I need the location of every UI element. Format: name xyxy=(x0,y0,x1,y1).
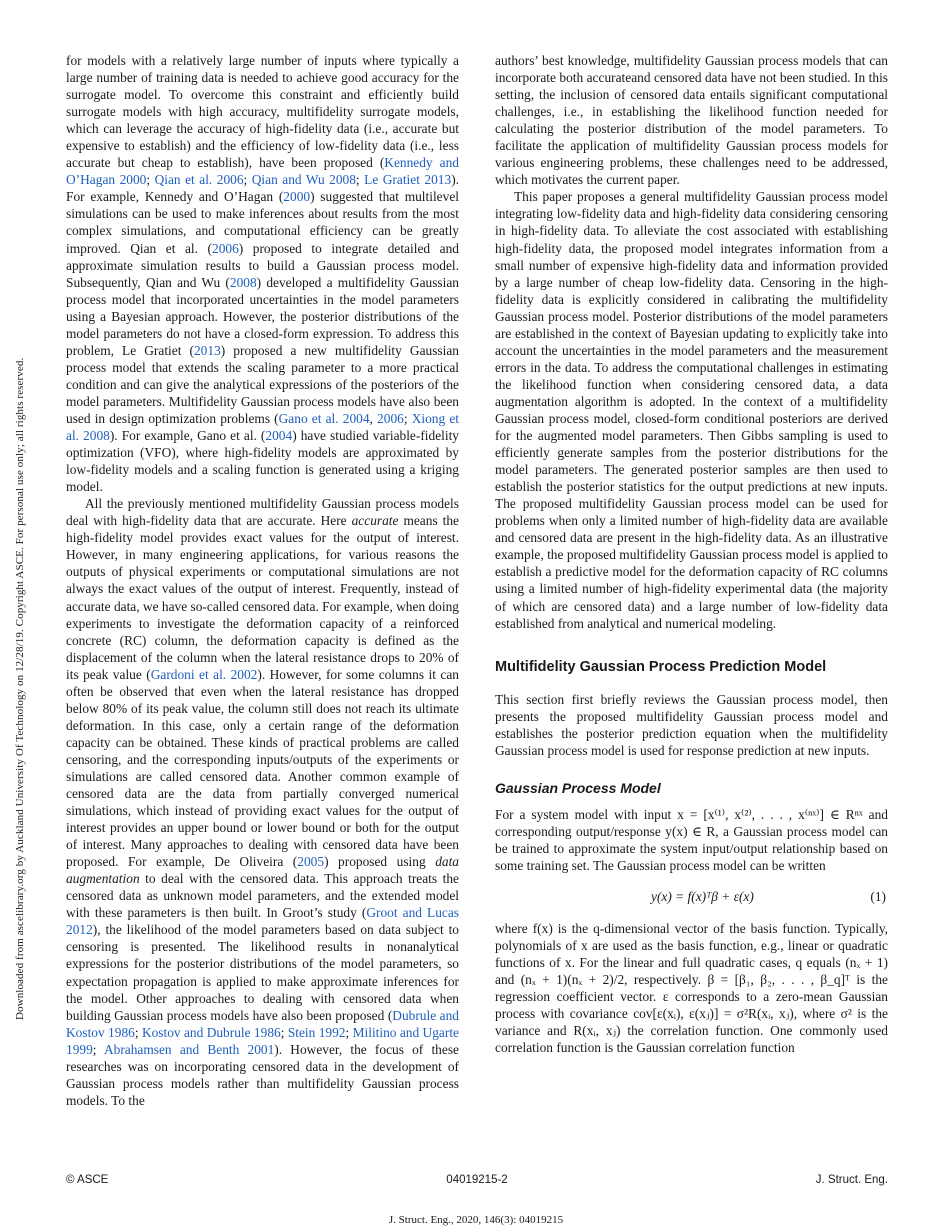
footer-copyright: © ASCE xyxy=(66,1174,109,1186)
citation-link[interactable]: Kostov and Dubrule 1986 xyxy=(141,1024,281,1040)
citation-link[interactable]: Abrahamsen and Benth 2001 xyxy=(103,1041,275,1057)
paragraph: authors’ best knowledge, multifidelity Gaussian process models that can incorporate both accurateand censored data have not been studied. In this setting, the inclusion of censored data entails significant computational challenges, i.e., in establishing the likelihood function needed for calculating the posterior distribution of the model parameters. To facilitate the application of multifidelity Gaussian process models for various engineering problems, these challenges need to be addressed, which motivates the current paper. xyxy=(495,53,888,188)
left-column xyxy=(66,52,459,1109)
citation-link[interactable]: Le Gratiet 2013 xyxy=(364,172,452,188)
citation-link[interactable]: 2000 xyxy=(283,189,311,205)
paragraph: where f(x) is the q-dimensional vector of the basis function. Typically, polynomials of x are used as the basis function, e.g., linear or quadratic functions of x. For the linear and full quadratic cases, q equals (nₓ + 1) and (nₓ + 1)(nₓ + 2)/2, respectively. β = [β₁, β₂, . . . , β_q]ᵀ is the regression coefficient vector. ε corresponds to a zero-mean Gaussian process with covariance cov[ε(xᵢ), ε(xⱼ)] = σ²R(xᵢ, xⱼ), where σ² is the variance and R(xᵢ, xⱼ) the correlation function. One commonly used correlation function is the Gaussian correlation function xyxy=(495,920,888,1056)
equation-body: y(x) = f(x)ᵀβ + ε(x) xyxy=(651,888,754,904)
equation-number: (1) xyxy=(870,888,886,904)
citation-link[interactable]: Militino and Ugarte 1999 xyxy=(66,1024,459,1057)
download-watermark xyxy=(2,40,26,1040)
citation-link[interactable]: Kennedy and O’Hagan 2000 xyxy=(66,155,459,188)
citation-link[interactable]: 2005 xyxy=(297,854,325,870)
citation-link[interactable]: Qian and Wu 2008 xyxy=(251,172,356,188)
section-heading: Multifidelity Gaussian Process Prediction Model xyxy=(495,658,827,675)
subsection-heading: Gaussian Process Model xyxy=(495,779,661,796)
citation-link[interactable]: Xiong et al. 2008 xyxy=(66,410,459,444)
citation-link[interactable]: 2006 xyxy=(377,410,404,426)
footer-page-number: 04019215-2 xyxy=(446,1174,508,1186)
citation-link[interactable]: Gano et al. 2004 xyxy=(278,410,370,426)
paragraph: This section first briefly reviews the Gaussian process model, then presents the proposed multifidelity Gaussian process model and establishes the posterior prediction equation when the multifidelity Gaussian process model is used for response prediction at new inputs. xyxy=(495,691,888,758)
citation-link[interactable]: Qian et al. 2006 xyxy=(154,172,244,188)
citation-link[interactable]: Gardoni et al. 2002 xyxy=(150,666,258,682)
citation-link[interactable]: 2004 xyxy=(265,428,293,444)
right-column xyxy=(495,52,888,1056)
footer-journal: J. Struct. Eng. xyxy=(815,1174,888,1186)
download-watermark-text: Downloaded from ascelibrary.org by Auckland University Of Technology on 12/28/19. Copyright ASCE. For personal use only; all rights reserved. xyxy=(14,357,26,1020)
equation-1 xyxy=(495,884,888,910)
paragraph: This paper proposes a general multifidelity Gaussian process model integrating low-fidelity data and high-fidelity data considering censoring in high-fidelity data. To alleviate the cost associated with establishing high-fidelity data, the proposed model integrates information from a small number of expensive high-fidelity data and information provided by a large number of cheap low-fidelity data. Censoring in the high-fidelity data is explicitly considered in calibrating the multifidelity Gaussian process model. Posterior distributions of the model parameters are established in the context of Bayesian updating to explicitly take into account the uncertainties in the model parameters and the measurement errors in the data. To address the computational challenges in estimating the likelihood function when considering censored data, a data augmentation algorithm is adopted. In the context of a multifidelity Gaussian process model, closed-form conditional posteriors are derived for the augmented model parameters. Then Gibbs sampling is used to efficiently generate samples from the posterior distributions for the model parameters. The generated posterior samples are then used to establish the posterior statistics for the output predictions at new inputs. The proposed multifidelity Gaussian process model can be used for problems when only a limited number of high-fidelity data are available and censored data are present in the high-fidelity data. As an illustrative example, the proposed multifidelity Gaussian process model is applied to establish a predictive model for the deformation capacity of RC columns using a limited number of high-fidelity experimental data (the majority of which are censored data) and a large number of low-fidelity data established from analytical and numerical modeling. xyxy=(495,189,888,631)
citation-link[interactable]: 2013 xyxy=(193,342,221,358)
paragraph: For a system model with input x = [x⁽¹⁾, x⁽²⁾, . . . , x⁽ⁿˣ⁾] ∈ Rⁿˣ and corresponding output/response y(x) ∈ R, a Gaussian process model can be trained to approximate the system input/output relationship based on some training set. The Gaussian process model can be written xyxy=(495,806,888,873)
paragraph: All the previously mentioned multifidelity Gaussian process models deal with high-fidelity data that are accurate. Here accurate means the high-fidelity model provides exact values for the output of interest. However, in many engineering applications, for various reasons the outputs of physical experiments or computational simulations are not always the exact values of the output of interest. Frequently, instead of accurate data, we have so-called censored data. For example, when doing experiments to investigate the deformation capacity of a reinforced concrete (RC) column, the deformation capacity is defined as the displacement of the column when the lateral resistance drops to 20% of its peak value (Gardoni et al. 2002). However, for some columns it can often be observed that even when the lateral resistance has dropped below 80% of its peak value, the column still does not reach its ultimate deformation. In this case, only a certain range of the deformation capacity can be obtained. These kinds of practical problems are called censoring, and the corresponding inputs/outputs of the experiments or simulations are called censored data. Another common example of censored data are the data from partially converged numerical simulations, which instead of providing exact values for the output of interest provides an upper bound or lower bound or both for the output of interest. Many approaches to dealing with censored data have been proposed. For example, De Oliveira (2005) proposed using data augmentation to deal with the censored data. This approach treats the censored data as unknown model parameters, and the extended model with these parameters is then built. In Groot’s study (Groot and Lucas 2012), the likelihood of the model parameters based on data subject to censoring is presented. The likelihood results in nonanalytical expressions for the posterior distributions of the model parameters, so expectation propagation is applied to make approximate inferences for the model. Other approaches to dealing with censored data when building Gaussian process models have also been proposed (Dubrule and Kostov 1986; Kostov and Dubrule 1986; Stein 1992; Militino and Ugarte 1999; Abrahamsen and Benth 2001). However, the focus of these researches was on incorporating censored data in the development of Gaussian process models rather than multifidelity Gaussian process models. To the xyxy=(66,496,460,1108)
citation-link[interactable]: 2006 xyxy=(212,240,239,256)
page-footer xyxy=(66,1174,888,1190)
journal-citation: J. Struct. Eng., 2020, 146(3): 04019215 xyxy=(388,1214,564,1226)
citation-link[interactable]: Groot and Lucas 2012 xyxy=(66,905,460,938)
citation-link[interactable]: Dubrule and Kostov 1986 xyxy=(66,1007,459,1040)
citation-link[interactable]: Stein 1992 xyxy=(287,1024,346,1040)
citation-link[interactable]: 2008 xyxy=(229,274,257,290)
paragraph: for models with a relatively large number of inputs where typically a large number of training data is needed to achieve good accuracy for the surrogate model. To overcome this constraint and efficiently build surrogate models with high accuracy, multifidelity surrogate models, which can leverage the accuracy of high-fidelity data (i.e., accurate but expensive to establish) and the efficiency of low-fidelity data (i.e., less accurate but cheap to establish), have been proposed (Kennedy and O’Hagan 2000; Qian et al. 2006; Qian and Wu 2008; Le Gratiet 2013). For example, Kennedy and O’Hagan (2000) suggested that multilevel simulations can be used to make inferences about results from the most complex simulations, and computational efficiency can be greatly improved. Qian et al. (2006) proposed to integrate detailed and approximate simulation results to build a Gaussian process model. Subsequently, Qian and Wu (2008) developed a multifidelity Gaussian process model that incorporated uncertainties in the model parameters using a Bayesian approach. However, the posterior distributions of the model parameters do not have a closed-form expression. To address this problem, Le Gratiet (2013) proposed a new multifidelity Gaussian process model that extends the scaling parameter to a more practical condition and can give the analytical expressions of the posteriors of the model parameters. Multifidelity Gaussian process models have also been used in design optimization problems (Gano et al. 2004, 2006; Xiong et al. 2008). For example, Gano et al. (2004) have studied variable-fidelity optimization (VFO), where high-fidelity models are approximated by low-fidelity models and a scaling function is generated using a kriging model. xyxy=(66,53,460,495)
